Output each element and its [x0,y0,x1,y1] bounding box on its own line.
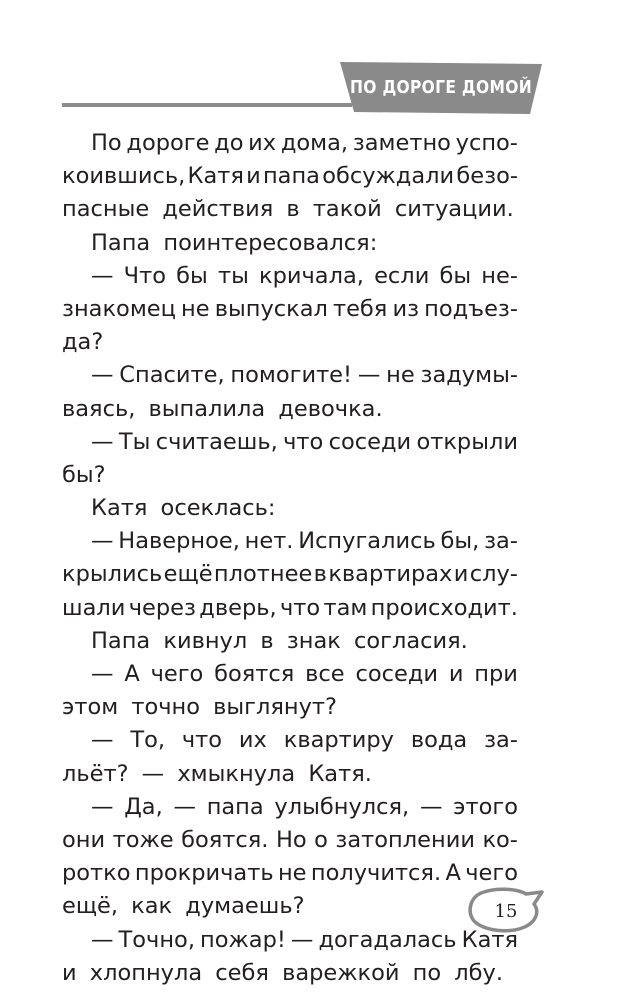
text-line [62,724,518,757]
text-line [62,658,518,691]
word: папа [262,163,320,190]
word: дверь, [199,594,277,621]
word: соседи [328,428,412,455]
word: заметно [352,130,451,156]
word: через [128,594,196,621]
text-line: ещё, как думаешь? [62,893,305,920]
text-line [62,857,518,890]
word: квартирах [328,561,453,588]
word: тебя [332,295,388,322]
word: — [91,428,114,455]
text-line [62,924,518,957]
word: и [453,561,469,588]
body-text [62,127,518,990]
word: безо- [456,163,518,190]
text-line [62,791,518,824]
word: крылись [62,561,163,588]
text-line: и хлопнула себя варежкой по лбу. [62,959,503,986]
word: прокричать [134,860,274,887]
word: — [357,362,381,389]
text-line: пасные действия в такой ситуации. [62,196,514,223]
word: там [323,594,368,621]
word: и [246,163,261,190]
word: при [474,661,518,687]
word: То, [130,727,166,754]
word: Испугались [298,528,436,555]
word: за- [484,528,518,555]
word: не [181,295,210,322]
word: этого [453,793,518,820]
word: что [279,594,321,621]
word: Катя [187,163,244,190]
word: и [448,661,464,687]
word: кричала, [259,262,364,289]
word: помогите! [230,362,353,389]
text-line [62,558,518,591]
word: из [392,295,420,322]
word: до [214,130,244,156]
text-line [62,426,518,459]
word: считаешь, [155,428,278,455]
word: их [248,130,277,156]
word: чего [150,661,204,687]
text-line [62,160,518,193]
text-line: Катя осеклась: [91,495,276,522]
word: — [290,926,314,953]
word: происходит. [370,594,518,621]
word: не- [481,262,518,289]
word: они [62,826,106,853]
word: их [238,727,267,754]
word: бы [439,262,472,289]
word: слу- [469,561,518,588]
word: затоплении [335,826,475,853]
word: Точно, [118,926,195,953]
word: плотнее [213,561,313,588]
word: соседи [355,661,438,687]
word: если [374,262,430,289]
word: вода [410,727,468,754]
word: папа [206,793,264,820]
word: открыли [416,428,518,455]
word: — [91,727,114,754]
word: — [173,793,196,820]
text-line: льёт? — хмыкнула Катя. [62,760,372,787]
word: Ты [118,428,151,455]
word: — [91,362,114,389]
word: что [283,428,324,455]
word: обсуждали [322,163,455,190]
word: шали [62,594,126,621]
word: коившись, [62,163,186,190]
word: — [91,262,114,289]
text-line: бы? [62,461,106,488]
word: квартиру [283,727,394,754]
word: выпускал [214,295,328,322]
word: Да, [124,793,163,820]
word: тоже [112,826,174,853]
word: боятся. [181,826,269,853]
text-line: ваясь, выпалила девочка. [62,395,383,422]
word: знакомец [62,295,176,322]
word: ты [217,262,249,289]
word: бы [176,262,208,289]
page-number-bubble [466,884,556,944]
word: получится. [310,860,442,887]
chapter-title: ПО ДОРОГЕ ДОМОЙ [350,76,532,98]
word: в [313,561,327,588]
word: что [181,727,223,754]
word: подъез- [424,295,518,322]
word: — [419,793,443,820]
text-line [62,127,518,160]
word: — [91,793,114,820]
page-number: 15 [494,901,518,922]
word: догадалась [318,926,457,953]
word: успо- [455,130,518,156]
word: за- [484,727,518,754]
word: — [91,926,114,953]
word: А [445,860,461,887]
word: боятся [214,661,295,687]
text-line: да? [62,329,104,356]
word: Катя [461,926,518,953]
word: — [91,528,114,555]
word: пожар! [200,926,286,953]
word: Наверное, [118,528,240,555]
word: ротко [62,860,131,887]
word: чего [465,860,518,887]
word: улыбнулся, [274,793,410,820]
text-line [62,525,518,558]
text-line [62,359,518,392]
word: о [314,826,328,853]
word: Спасите, [119,362,225,389]
text-line [62,293,518,326]
word: дома, [280,130,349,156]
text-line: Папа кивнул в знак согласия. [91,627,468,654]
word: дороге [126,130,210,156]
word: Но [275,826,307,853]
chapter-banner [338,62,544,114]
text-line: Папа поинтересовался: [91,229,378,256]
header-rule [62,103,352,107]
word: бы, [440,528,480,555]
word: не [386,362,415,389]
text-line [62,592,518,625]
word: По [91,130,122,156]
word: А [124,661,140,687]
text-line [62,824,518,857]
word: — [91,661,114,687]
word: не [277,860,307,887]
text-line [62,260,518,293]
word: ко- [482,826,518,853]
word: нет. [244,528,294,555]
text-line: этом точно выглянут? [62,694,337,721]
word: ещё [163,561,213,588]
word: задумы- [420,362,518,389]
word: Что [123,262,166,289]
word: все [305,661,345,687]
